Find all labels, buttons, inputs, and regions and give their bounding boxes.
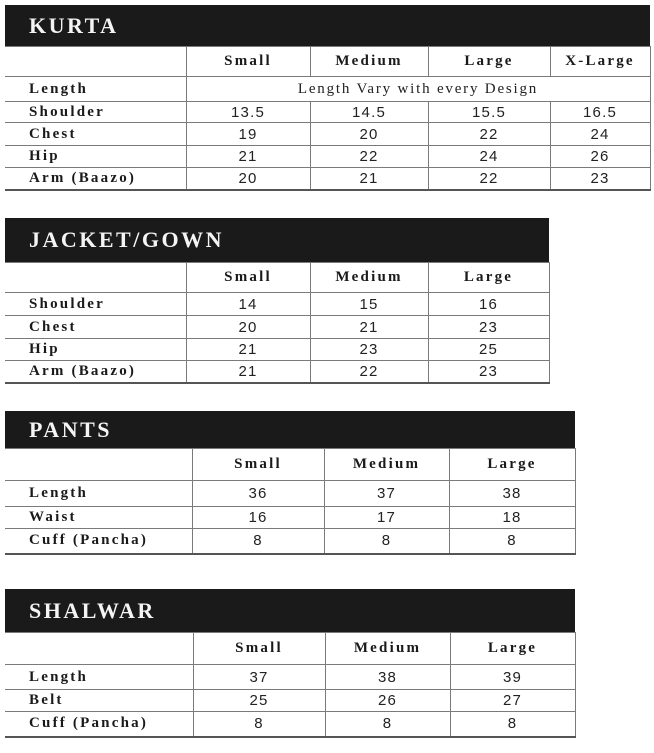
measurement-value: 8: [450, 712, 575, 737]
header-row: [5, 263, 549, 293]
header-row: [5, 633, 575, 665]
measurement-value: 26: [550, 146, 650, 168]
measurement-label: Hip: [5, 146, 186, 168]
size-column-header: Small: [186, 47, 310, 77]
table-row: [5, 77, 650, 102]
measurement-label: Arm (Baazo): [5, 361, 186, 383]
measurement-value: 21: [186, 339, 310, 361]
corner-cell: [5, 47, 186, 77]
measurement-label: Cuff (Pancha): [5, 712, 193, 737]
measurement-label: Hip: [5, 339, 186, 361]
measurement-value: 16: [428, 293, 549, 316]
size-column-header: Medium: [324, 449, 449, 481]
measurement-value: 22: [428, 168, 550, 190]
measurement-value: 23: [310, 339, 428, 361]
measurement-value: 18: [449, 507, 575, 529]
size-column-header: Medium: [310, 263, 428, 293]
kurta-title: KURTA: [5, 5, 650, 46]
measurement-value: 15.5: [428, 102, 550, 123]
measurement-value: 8: [449, 529, 575, 554]
measurement-value: 14.5: [310, 102, 428, 123]
spanning-note: Length Vary with every Design: [186, 77, 650, 102]
measurement-value: 14: [186, 293, 310, 316]
size-column-header: Large: [428, 263, 549, 293]
measurement-label: Shoulder: [5, 102, 186, 123]
measurement-value: 27: [450, 690, 575, 712]
table-row: [5, 361, 549, 383]
size-column-header: Small: [192, 449, 324, 481]
measurement-label: Length: [5, 77, 186, 102]
measurement-value: 26: [325, 690, 450, 712]
table-row: [5, 339, 549, 361]
measurement-label: Chest: [5, 123, 186, 146]
measurement-value: 21: [186, 146, 310, 168]
size-column-header: Small: [186, 263, 310, 293]
measurement-value: 24: [550, 123, 650, 146]
size-column-header: Large: [450, 633, 575, 665]
jacket-gown-title: JACKET/GOWN: [5, 218, 549, 262]
corner-cell: [5, 633, 193, 665]
measurement-label: Cuff (Pancha): [5, 529, 192, 554]
measurement-value: 15: [310, 293, 428, 316]
measurement-value: 20: [186, 168, 310, 190]
table-row: [5, 665, 575, 690]
measurement-label: Belt: [5, 690, 193, 712]
header-row: [5, 47, 650, 77]
measurement-value: 16.5: [550, 102, 650, 123]
size-column-header: Small: [193, 633, 325, 665]
measurement-value: 23: [428, 361, 549, 383]
table-row: [5, 102, 650, 123]
jacket-gown-size-table: [5, 218, 549, 384]
measurement-value: 20: [186, 316, 310, 339]
measurement-value: 37: [324, 481, 449, 507]
measurement-value: 25: [193, 690, 325, 712]
measurement-value: 20: [310, 123, 428, 146]
measurement-value: 38: [449, 481, 575, 507]
corner-cell: [5, 263, 186, 293]
shalwar-size-table: [5, 589, 575, 738]
measurement-value: 8: [193, 712, 325, 737]
measurement-value: 8: [192, 529, 324, 554]
size-column-header: Large: [428, 47, 550, 77]
size-column-header: Medium: [310, 47, 428, 77]
size-column-header: Large: [449, 449, 575, 481]
table-row: [5, 507, 575, 529]
table-row: [5, 712, 575, 737]
shalwar-title: SHALWAR: [5, 589, 575, 632]
table-row: [5, 529, 575, 554]
table-row: [5, 316, 549, 339]
measurement-value: 22: [310, 361, 428, 383]
table-row: [5, 146, 650, 168]
measurement-value: 17: [324, 507, 449, 529]
table-row: [5, 690, 575, 712]
measurement-value: 39: [450, 665, 575, 690]
measurement-label: Chest: [5, 316, 186, 339]
measurement-value: 36: [192, 481, 324, 507]
measurement-label: Shoulder: [5, 293, 186, 316]
pants-title: PANTS: [5, 411, 575, 448]
table-row: [5, 293, 549, 316]
measurement-value: 23: [550, 168, 650, 190]
kurta-size-table: [5, 5, 650, 191]
corner-cell: [5, 449, 192, 481]
table-row: [5, 481, 575, 507]
measurement-value: 25: [428, 339, 549, 361]
table-row: [5, 168, 650, 190]
measurement-value: 37: [193, 665, 325, 690]
measurement-value: 19: [186, 123, 310, 146]
measurement-label: Arm (Baazo): [5, 168, 186, 190]
measurement-value: 24: [428, 146, 550, 168]
measurement-value: 8: [324, 529, 449, 554]
measurement-label: Length: [5, 665, 193, 690]
measurement-value: 38: [325, 665, 450, 690]
measurement-value: 21: [310, 316, 428, 339]
header-row: [5, 449, 575, 481]
measurement-label: Length: [5, 481, 192, 507]
measurement-value: 21: [310, 168, 428, 190]
pants-size-table: [5, 411, 575, 555]
measurement-value: 21: [186, 361, 310, 383]
measurement-label: Waist: [5, 507, 192, 529]
size-column-header: Medium: [325, 633, 450, 665]
measurement-value: 8: [325, 712, 450, 737]
size-column-header: X-Large: [550, 47, 650, 77]
measurement-value: 23: [428, 316, 549, 339]
measurement-value: 22: [428, 123, 550, 146]
table-row: [5, 123, 650, 146]
measurement-value: 13.5: [186, 102, 310, 123]
measurement-value: 22: [310, 146, 428, 168]
measurement-value: 16: [192, 507, 324, 529]
